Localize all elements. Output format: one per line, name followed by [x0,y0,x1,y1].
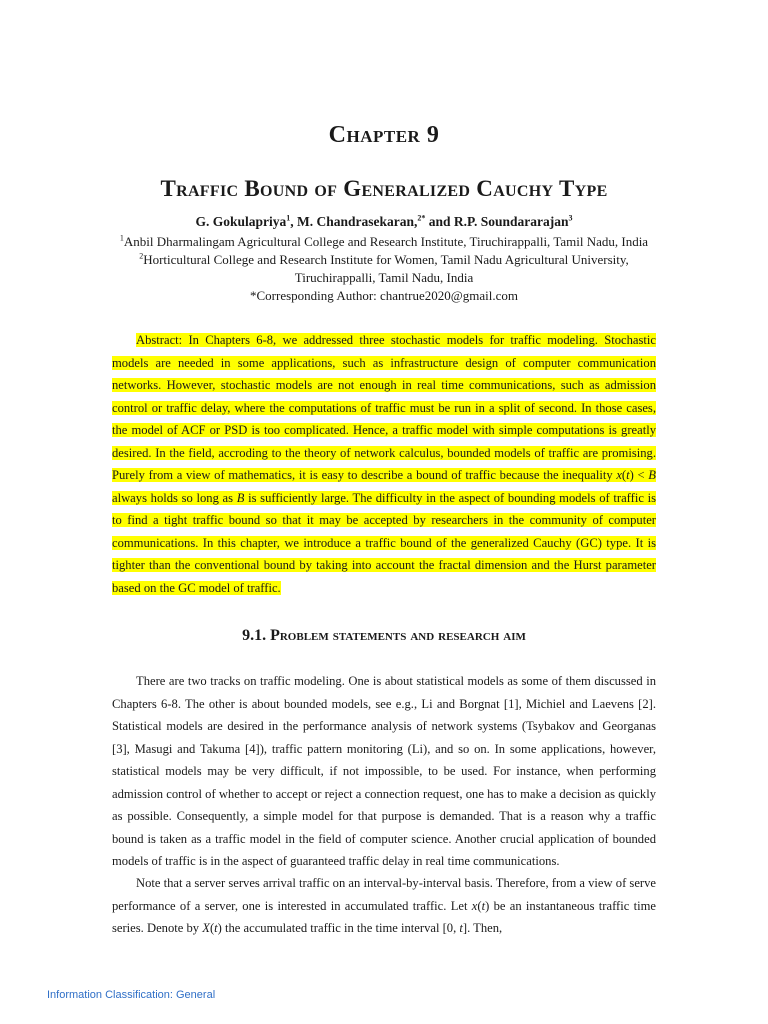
paragraph-2-text-4: ]. Then, [462,921,503,935]
inequality-x: x [616,468,622,482]
author-2-affil: 2* [417,213,426,223]
affiliation-1 [0,234,768,250]
paragraph-2 [112,872,656,940]
paren-close: ) [485,898,490,913]
var-t: t [459,921,463,935]
author-1: G. Gokulapriya [195,214,287,229]
chapter-label: Chapter 9 [328,122,440,148]
abstract-b: B [236,490,245,505]
paren-close: ) [217,921,222,935]
corresponding-author: *Corresponding Author: chantrue2020@gmail.com [250,288,518,303]
inequality-paren: ( [621,468,627,482]
inequality-t: t [626,468,630,482]
author-3-affil: 3 [568,213,573,223]
affiliation-1-text: Anbil Dharmalingam Agricultural College and Research Institute, Tiruchirappalli, Tamil Nadu, India [123,234,649,249]
var-capital-x: X [202,921,210,935]
var-x: x [471,898,478,913]
abstract-text-1: Abstract: In Chapters 6-8, we addressed three stochastic models for traffic modeling. Stochastic models are needed in some applications, such as infrastructure design of computer communication networks. However, stochastic models are not enough in real time communications, such as admission control or traffic delay, where the computations of traffic must be run in a split of second. In those cases, the model of ACF or PSD is too complicated. Hence, a traffic model with simple computations is greatly desired. In the field, accroding to the theory of network calculus, bounded models of traffic are promising. Purely from a view of mathematics, it is easy to describe a bound of traffic because the inequality [112,333,656,482]
paragraph-2-text-1: Note that a server serves arrival traffic on an interval-by-interval basis. Therefore, from a view of serve performance of a server, one is interested in accumulated traffic. Let [112,876,656,913]
paragraph-2-text-2: be an instantaneous traffic time series. Denote by [112,898,656,935]
author-2: M. Chandrasekaran, [296,214,418,229]
section-heading: 9.1. Problem statements and research aim [242,627,526,644]
affiliation-2-line-2: Tiruchirappalli, Tamil Nadu, India [294,270,474,285]
paragraph-2-text-3: the accumulated traffic in the time interval [0, [221,921,460,935]
abstract-text-3: is sufficiently large. The difficulty in the aspect of bounding models of traffic is to find a tight traffic bound so that it may be accepted by researchers in the community of computer communications. In this chapter, we introduce a traffic bound of the generalized Cauchy (GC) type. It is tighter than the conventional bound by taking into account the fractal dimension and the Hurst parameter based on the GC model of traffic. [112,490,656,595]
author-1-affil: 1 [286,213,291,223]
author-list [0,214,768,230]
abstract [112,329,656,599]
author-separator: and [425,214,454,229]
affiliation-2-text: Horticultural College and Research Institute for Women, Tamil Nadu Agricultural University, [143,252,629,267]
abstract-text-2: always holds so long as [112,490,237,505]
paragraph-1: There are two tracks on traffic modeling. One is about statistical models as some of them discussed in Chapters 6-8. The other is about bounded models, see e.g., Li and Borgnat [1], Michiel and Laevens [2]. Statistical models are desired in the performance analysis of network systems (Tsybakov and Georganas [3], Masugi and Takuma [4]), traffic pattern monitoring (Li), and so on. In some applications, however, statistical models may be very difficult, if not impossible, to be used. For instance, when performing admission control of whether to accept or reject a connection request, one has to make a decision as quickly as possible. Consequently, a simple model for that purpose is demanded. That is a reason why a traffic bound is taken as a traffic model in the field of computer science. Another crucial application of bounded models of traffic is in the aspect of guaranteed traffic delay in real time communications. [112,674,656,868]
classification-footer: Information Classification: General [47,989,216,1001]
affiliation-1-marker: 1 [119,233,124,243]
author-3: R.P. Soundararajan [453,214,569,229]
inequality-b: B [648,468,656,482]
affiliation-2 [0,252,768,268]
paren-open: ( [209,921,215,935]
paren-open: ( [477,898,482,913]
affiliation-2-marker: 2 [139,251,144,261]
author-separator: , [290,214,297,229]
inequality-rest: ) < [629,468,649,482]
var-t: t [214,921,218,935]
chapter-title: Traffic Bound of Generalized Cauchy Type [160,176,608,201]
var-t: t [481,898,486,913]
